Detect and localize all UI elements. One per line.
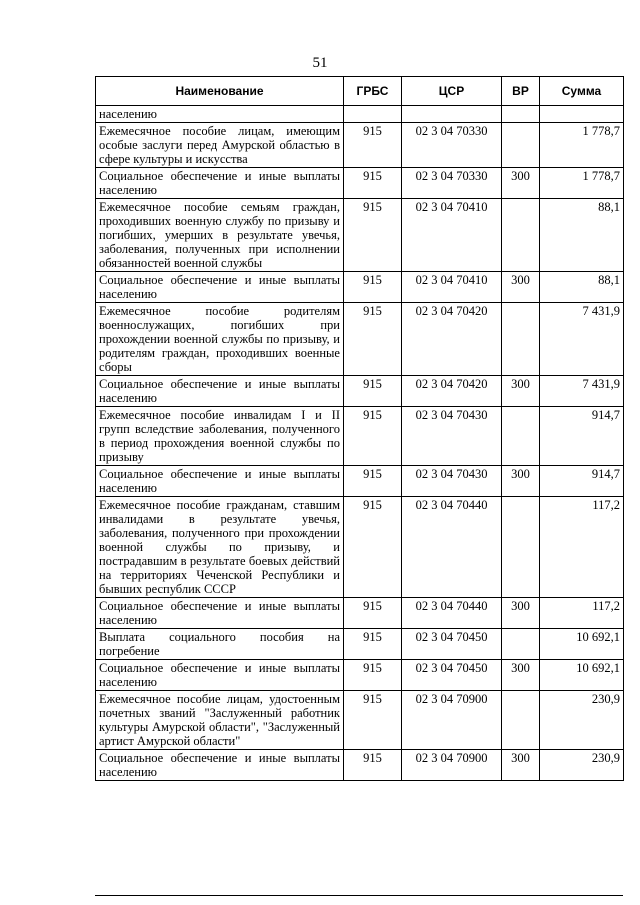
cell-vr bbox=[502, 629, 540, 660]
header-grbs: ГРБС bbox=[344, 77, 402, 106]
cell-grbs: 915 bbox=[344, 497, 402, 598]
cell-sum: 88,1 bbox=[540, 272, 624, 303]
cell-name: Ежемесячное пособие семьям граждан, проходивших военную службу по призыву и погибших, умерших в результате увечья, заболевания, полученных при исполнении обязанностей военной службы bbox=[96, 199, 344, 272]
cell-csr: 02 3 04 70430 bbox=[402, 407, 502, 466]
cell-sum: 88,1 bbox=[540, 199, 624, 272]
cell-vr: 300 bbox=[502, 168, 540, 199]
cell-vr bbox=[502, 497, 540, 598]
cell-grbs: 915 bbox=[344, 691, 402, 750]
cell-vr bbox=[502, 691, 540, 750]
table-row bbox=[96, 629, 624, 660]
cell-vr bbox=[502, 407, 540, 466]
table-row bbox=[96, 466, 624, 497]
cell-csr: 02 3 04 70900 bbox=[402, 750, 502, 781]
cell-name: Ежемесячное пособие родителям военнослужащих, погибших при прохождении военной службы по призыву, и родителям граждан, проходивших военные сборы bbox=[96, 303, 344, 376]
cell-csr: 02 3 04 70430 bbox=[402, 466, 502, 497]
cell-vr bbox=[502, 106, 540, 123]
cell-name: Ежемесячное пособие инвалидам I и II групп вследствие заболевания, полученного в период прохождения военной службы по призыву bbox=[96, 407, 344, 466]
cell-grbs: 915 bbox=[344, 629, 402, 660]
table-row bbox=[96, 407, 624, 466]
cell-sum: 117,2 bbox=[540, 497, 624, 598]
cell-name: Социальное обеспечение и иные выплаты населению bbox=[96, 750, 344, 781]
cell-grbs: 915 bbox=[344, 598, 402, 629]
cell-vr bbox=[502, 199, 540, 272]
cell-sum: 914,7 bbox=[540, 407, 624, 466]
cell-csr bbox=[402, 106, 502, 123]
cell-grbs: 915 bbox=[344, 466, 402, 497]
header-csr: ЦСР bbox=[402, 77, 502, 106]
cell-name: Выплата социального пособия на погребение bbox=[96, 629, 344, 660]
table-row bbox=[96, 598, 624, 629]
table-row bbox=[96, 303, 624, 376]
cell-csr: 02 3 04 70410 bbox=[402, 199, 502, 272]
cell-vr: 300 bbox=[502, 660, 540, 691]
cell-grbs: 915 bbox=[344, 303, 402, 376]
cell-vr: 300 bbox=[502, 466, 540, 497]
cell-sum: 1 778,7 bbox=[540, 123, 624, 168]
cell-csr: 02 3 04 70330 bbox=[402, 168, 502, 199]
cell-sum: 10 692,1 bbox=[540, 629, 624, 660]
cell-name: Социальное обеспечение и иные выплаты населению bbox=[96, 376, 344, 407]
page-bottom-rule bbox=[95, 895, 623, 896]
cell-name: Ежемесячное пособие лицам, имеющим особые заслуги перед Амурской областью в сфере культуры и искусства bbox=[96, 123, 344, 168]
table-row bbox=[96, 168, 624, 199]
cell-name: населению bbox=[96, 106, 344, 123]
cell-grbs: 915 bbox=[344, 168, 402, 199]
budget-table bbox=[95, 76, 624, 781]
header-sum: Сумма bbox=[540, 77, 624, 106]
cell-csr: 02 3 04 70450 bbox=[402, 660, 502, 691]
cell-grbs: 915 bbox=[344, 660, 402, 691]
table-row bbox=[96, 660, 624, 691]
cell-vr: 300 bbox=[502, 376, 540, 407]
table-row bbox=[96, 272, 624, 303]
cell-sum: 10 692,1 bbox=[540, 660, 624, 691]
cell-sum: 230,9 bbox=[540, 691, 624, 750]
page-number: 51 bbox=[312, 55, 328, 71]
cell-name: Ежемесячное пособие гражданам, ставшим инвалидами в результате увечья, заболевания, полученного при прохождении военной службы по призыву, и пострадавшим в результате боевых действий на территориях Чеченской Республики и бывших республик СССР bbox=[96, 497, 344, 598]
cell-sum: 7 431,9 bbox=[540, 376, 624, 407]
cell-csr: 02 3 04 70330 bbox=[402, 123, 502, 168]
cell-sum: 117,2 bbox=[540, 598, 624, 629]
cell-grbs: 915 bbox=[344, 407, 402, 466]
table-row bbox=[96, 691, 624, 750]
table-row bbox=[96, 106, 624, 123]
cell-csr: 02 3 04 70440 bbox=[402, 598, 502, 629]
cell-vr: 300 bbox=[502, 750, 540, 781]
cell-name: Социальное обеспечение и иные выплаты населению bbox=[96, 168, 344, 199]
header-vr: ВР bbox=[502, 77, 540, 106]
cell-sum: 230,9 bbox=[540, 750, 624, 781]
table-row bbox=[96, 497, 624, 598]
cell-grbs: 915 bbox=[344, 199, 402, 272]
cell-vr bbox=[502, 123, 540, 168]
cell-sum bbox=[540, 106, 624, 123]
header-name: Наименование bbox=[96, 77, 344, 106]
cell-csr: 02 3 04 70450 bbox=[402, 629, 502, 660]
cell-name: Социальное обеспечение и иные выплаты населению bbox=[96, 598, 344, 629]
table-row bbox=[96, 199, 624, 272]
cell-name: Социальное обеспечение и иные выплаты населению bbox=[96, 466, 344, 497]
table-row bbox=[96, 123, 624, 168]
cell-name: Ежемесячное пособие лицам, удостоенным почетных званий "Заслуженный работник культуры Амурской области", "Заслуженный артист Амурской области" bbox=[96, 691, 344, 750]
cell-grbs: 915 bbox=[344, 123, 402, 168]
table-header-row bbox=[96, 77, 624, 106]
cell-csr: 02 3 04 70900 bbox=[402, 691, 502, 750]
cell-csr: 02 3 04 70410 bbox=[402, 272, 502, 303]
cell-csr: 02 3 04 70440 bbox=[402, 497, 502, 598]
cell-name: Социальное обеспечение и иные выплаты населению bbox=[96, 660, 344, 691]
cell-vr bbox=[502, 303, 540, 376]
cell-grbs: 915 bbox=[344, 750, 402, 781]
cell-name: Социальное обеспечение и иные выплаты населению bbox=[96, 272, 344, 303]
cell-csr: 02 3 04 70420 bbox=[402, 303, 502, 376]
cell-vr: 300 bbox=[502, 272, 540, 303]
cell-csr: 02 3 04 70420 bbox=[402, 376, 502, 407]
cell-sum: 7 431,9 bbox=[540, 303, 624, 376]
cell-sum: 914,7 bbox=[540, 466, 624, 497]
cell-sum: 1 778,7 bbox=[540, 168, 624, 199]
cell-grbs: 915 bbox=[344, 376, 402, 407]
cell-grbs: 915 bbox=[344, 272, 402, 303]
table-row bbox=[96, 376, 624, 407]
cell-grbs bbox=[344, 106, 402, 123]
table-row bbox=[96, 750, 624, 781]
cell-vr: 300 bbox=[502, 598, 540, 629]
